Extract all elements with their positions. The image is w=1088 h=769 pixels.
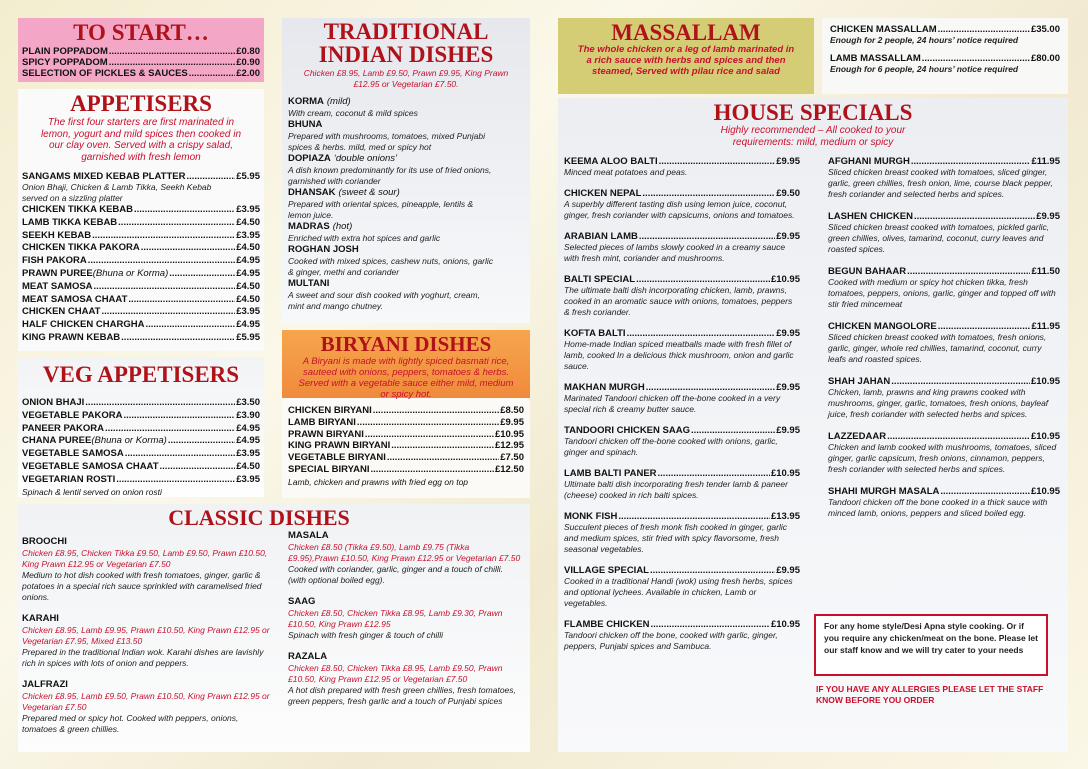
massallam-note: Enough for 6 people, 24 hours’ notice required <box>830 64 1019 74</box>
item-price: £10.95 <box>770 468 800 479</box>
menu-item-row <box>22 230 260 243</box>
dot-leader <box>92 230 235 243</box>
item-price: £9.95 <box>776 382 800 393</box>
item-price: £35.00 <box>1030 24 1060 35</box>
house-dish-desc: Succulent pieces of fresh monk fish cooked in ginger, garlic and medium spices, stir fried with spicy flavorsome, fresh seasonal vegetables. <box>564 522 788 554</box>
classic-dish-desc: A hot dish prepared with fresh green chillies, fresh tomatoes, green peppers, fresh garlic and a touch of Punjabi spices <box>288 685 516 706</box>
dish-name <box>288 244 524 256</box>
item-price: £10.95 <box>770 274 800 285</box>
veg-note: Spinach & lentil served on onion rosti <box>22 486 162 497</box>
dot-leader <box>636 274 770 285</box>
traditional-title-line1: TRADITIONAL <box>323 19 489 44</box>
menu-item-row <box>564 425 800 436</box>
menu-item-row <box>22 461 260 474</box>
dot-leader <box>639 231 775 242</box>
menu-item-row <box>288 440 524 452</box>
menu-item-row <box>22 68 260 79</box>
dot-leader <box>109 57 236 68</box>
dot-leader <box>109 46 235 57</box>
dot-leader <box>618 511 770 522</box>
dish-desc: A dish known predominantly for its use of fried onions, garnished with coriander <box>288 165 492 186</box>
item-price: £9.95 <box>776 156 800 167</box>
platter-row: SANGAMS MIXED KEBAB PLATTER ..... £5.95 <box>22 171 260 182</box>
dot-leader <box>141 242 236 255</box>
item-price: £10.95 <box>1030 431 1060 442</box>
dot-leader <box>907 266 1030 277</box>
house-dish-desc: Tandoori chicken off the bone, cooked with garlic, ginger, peppers, Punjabi spices and Sambuca. <box>564 630 778 651</box>
item-name: CHANA PUREE <box>22 435 92 447</box>
item-name: PRAWN BIRYANI <box>288 428 364 440</box>
house-dish-desc: Sliced chicken breast cooked with tomatoes, sliced ginger, garlic, green chillies, fresh onion, lime, course black pepper, fresh coriander and selected herbs and spices. <box>828 167 1053 199</box>
allergy-notice: IF YOU HAVE ANY ALLERGIES PLEASE LET THE STAFF KNOW BEFORE YOU ORDER <box>816 684 1044 705</box>
item-price: £9.95 <box>1036 211 1060 222</box>
menu-item-row <box>828 266 1060 277</box>
dot-leader <box>938 24 1030 35</box>
menu-item-row <box>564 382 800 393</box>
item-price: £13.95 <box>770 511 800 522</box>
item-name: VEGETABLE BIRYANI <box>288 452 386 464</box>
dot-leader <box>128 294 235 307</box>
menu-item-row <box>828 486 1060 497</box>
menu-item-row <box>828 156 1060 167</box>
classic-dish-prices: Chicken £8.50, Chicken Tikka £8.95, Lamb £9.30, Prawn £10.50, King Prawn £12.95 <box>288 608 503 629</box>
massallam-prices-panel <box>822 18 1068 94</box>
menu-item-row <box>830 53 1060 64</box>
item-price: £8.50 <box>500 405 524 416</box>
dot-leader <box>891 376 1030 387</box>
home-style-notice-box <box>814 614 1048 676</box>
veg-appetisers-title: VEG APPETISERS <box>42 362 240 387</box>
menu-item-row <box>828 376 1060 387</box>
classic-dish-name: JALFRAZI <box>22 679 68 690</box>
item-price: £3.50 <box>236 397 260 408</box>
massallam-panel <box>558 18 814 94</box>
item-price: £4.50 <box>236 293 260 305</box>
item-name: SHAHI MURGH MASALA <box>828 486 940 497</box>
item-name: VEGETABLE SAMOSA CHAAT <box>22 460 159 472</box>
dot-leader <box>121 332 235 345</box>
item-qualifier: (Bhuna or Korma) <box>92 267 169 279</box>
dot-leader <box>125 448 236 461</box>
house-left-column <box>564 156 800 652</box>
item-price: £10.95 <box>1030 486 1060 497</box>
classic-dish-desc: Spinach with fresh ginger & touch of chilli <box>288 630 443 640</box>
classic-panel <box>18 504 530 752</box>
menu-item-row <box>22 46 260 57</box>
house-dish-desc: A superbly different tasting dish using lemon juice, coconut, ginger, fresh coriander with capsicums, onions and tomatoes. <box>564 199 795 220</box>
menu-item-row <box>828 321 1060 332</box>
dish-desc: A sweet and sour dish cooked with yoghurt, cream, mint and mango chutney. <box>288 290 480 311</box>
dot-leader <box>85 397 235 410</box>
dish-qualifier: (hot) <box>332 221 353 232</box>
dot-leader <box>145 319 235 332</box>
item-name: KING PRAWN KEBAB <box>22 331 121 343</box>
biryani-title: BIRYANI DISHES <box>320 332 492 356</box>
menu-item-row <box>22 306 260 319</box>
house-dish-desc: The ultimate balti dish incorporating chicken, lamb, prawns, cooked in an aromatic sauce with onions, tomatoes, peppers & fresh coriander. <box>564 285 793 317</box>
menu-item-row <box>22 397 260 410</box>
menu-item-row <box>22 423 260 436</box>
item-name: VEGETARIAN ROSTI <box>22 473 116 485</box>
item-name: FISH PAKORA <box>22 255 87 267</box>
item-price: £4.95 <box>236 319 260 331</box>
item-price: £9.95 <box>776 565 800 576</box>
item-price: £3.95 <box>236 229 260 241</box>
classic-title: CLASSIC DISHES <box>168 505 350 530</box>
classic-dish-desc: Prepared med or spicy hot. Cooked with peppers, onions, tomatoes & green chillies. <box>22 713 239 734</box>
veg-list <box>18 386 264 487</box>
dot-leader <box>646 382 775 393</box>
veg-appetisers-panel <box>18 357 264 497</box>
house-specials-panel <box>558 98 1068 752</box>
menu-item-row <box>288 464 524 476</box>
item-name: LAMB BIRYANI <box>288 416 356 428</box>
house-dish-desc: Sliced chicken breast cooked with tomatoes, fresh onions, garlic, ginger, whole red chillies, tamarind, coconut, curry leafs and roasted spices. <box>828 332 1047 364</box>
menu-item-row <box>828 431 1060 442</box>
item-price: £4.95 <box>236 435 260 447</box>
item-name: FLAMBE CHICKEN <box>564 619 650 630</box>
dish-desc: With cream, coconut & mild spices <box>288 108 418 118</box>
classic-dish-prices: Chicken £8.95, Chicken Tikka £9.50, Lamb £9.50, Prawn £10.50, King Prawn £12.95 or Vegetarian £7.50 <box>22 548 268 569</box>
house-dish-desc: Marinated Tandoori chicken off the-bone cooked in a very special rich & creamy butter sauce. <box>564 393 781 414</box>
item-price: £4.95 <box>236 267 260 279</box>
house-dish-desc: Cooked with medium or spicy hot chicken tikka, fresh tomatoes, peppers, onions, garlic, ginger and topped off with stir fried mincemeat <box>828 277 1056 309</box>
menu-item-row <box>22 319 260 332</box>
dish-title: ROGHAN JOSH <box>288 244 359 255</box>
traditional-prices: Chicken £8.95, Lamb £9.50, Prawn £9.95, King Prawn £12.95 or Vegetarian £7.50. <box>303 68 509 89</box>
house-specials-sub: Highly recommended – All cooked to your requirements: mild, medium or spicy <box>720 125 906 148</box>
item-name: AFGHANI MURGH <box>828 156 910 167</box>
biryani-intro: A Biryani is made with lightly spiced basmati rice, sauteed with onions, peppers, tomatoes & herbs. Served with a vegetable sauce either mild, medium or spicy hot. <box>298 356 514 400</box>
classic-dish-desc: Prepared in the traditional Indian wok. Karahi dishes are lavishly rich in spices with lots of onion and peppers. <box>22 647 264 668</box>
item-name: LAMB BALTI PANER <box>564 468 657 479</box>
item-name: VEGETABLE PAKORA <box>22 409 123 421</box>
massallam-note: Enough for 2 people, 24 hours’ notice required <box>830 35 1019 45</box>
massallam-title: MASSALLAM <box>611 20 761 45</box>
menu-item-row <box>22 57 260 68</box>
menu-item-row <box>830 24 1060 35</box>
dot-leader <box>914 211 1035 222</box>
dot-leader <box>116 474 235 487</box>
dot-leader <box>370 464 493 476</box>
classic-right-column <box>288 528 522 707</box>
dot-leader <box>922 53 1030 64</box>
item-price: £0.80 <box>236 46 260 57</box>
menu-item-row <box>288 429 524 441</box>
item-price: £11.95 <box>1031 321 1060 332</box>
item-name: HALF CHICKEN CHARGHA <box>22 319 145 331</box>
menu-item-row <box>22 268 260 281</box>
biryani-panel <box>282 330 530 498</box>
item-name: KEEMA ALOO BALTI <box>564 156 658 167</box>
classic-dish-name: RAZALA <box>288 651 328 662</box>
dot-leader <box>938 321 1031 332</box>
item-name: VEGETABLE SAMOSA <box>22 448 124 460</box>
dot-leader <box>189 68 235 79</box>
house-dish-desc: Minced meat potatoes and peas. <box>564 167 688 177</box>
classic-dish-name: BROOCHI <box>22 536 67 547</box>
classic-dish-name: MASALA <box>288 530 329 541</box>
item-price: £4.95 <box>236 255 260 267</box>
menu-item-row <box>22 281 260 294</box>
item-price: £5.95 <box>236 331 260 343</box>
item-price: £2.00 <box>236 68 260 79</box>
dish-name <box>288 96 524 108</box>
home-style-notice-text: For any home style/Desi Apna style cooking. Or if you require any chicken/meat on the bone. Please let our staff know and we will try cater to your needs <box>824 621 1038 655</box>
item-price: £9.95 <box>776 231 800 242</box>
item-name: CHICKEN MASSALLAM <box>830 24 937 35</box>
dot-leader <box>168 435 235 448</box>
house-dish-desc: Home-made Indian spiced meatballs made with fresh fillet of lamb, cooked In a delicious thick mushroom, onion and garlic sauce. <box>564 339 794 371</box>
menu-item-row <box>22 204 260 217</box>
menu-item-row <box>22 332 260 345</box>
item-name: PLAIN POPPADOM <box>22 46 108 57</box>
menu-item-row <box>564 188 800 199</box>
dot-leader <box>887 431 1030 442</box>
item-price: £4.50 <box>236 460 260 472</box>
item-name: TANDOORI CHICKEN SAAG <box>564 425 690 436</box>
dot-leader <box>373 405 499 417</box>
item-name: SEEKH KEBAB <box>22 229 92 241</box>
dot-leader <box>357 417 499 429</box>
menu-item-row <box>564 565 800 576</box>
item-name: MEAT SAMOSA CHAAT <box>22 293 128 305</box>
dish-title: KORMA <box>288 96 324 107</box>
item-qualifier: (Bhuna or Korma) <box>91 435 167 447</box>
traditional-panel <box>282 18 530 323</box>
menu-item-row <box>22 255 260 268</box>
classic-dish-desc: Medium to hot dish cooked with fresh tomatoes, ginger, garlic & potatoes in a special rich sauce sprinkled with caramelised fried onions. <box>22 570 262 602</box>
dish-qualifier: (sweet & sour) <box>338 187 400 198</box>
dish-desc: Enriched with extra hot spices and garlic <box>288 233 441 243</box>
menu-item-row <box>564 156 800 167</box>
menu-item-row <box>564 328 800 339</box>
item-price: £9.95 <box>500 416 524 428</box>
classic-dish-prices: Chicken £8.50 (Tikka £9.50), Lamb £9.75 (Tikka £9.95),Prawn £10.50, King Prawn £12.95 or Vegetarian £7.50 <box>288 542 521 563</box>
dot-leader <box>642 188 775 199</box>
house-dish-desc: Selected pieces of lambs slowly cooked in a creamy sauce with fresh mint, coriander and mushrooms. <box>564 242 786 263</box>
house-dish-desc: Chicken, lamb, prawns and king prawns cooked with mushrooms, ginger, garlic, tomatoes, fresh onions, bayleaf juice, fresh coriander with selected herbs and spices. <box>828 387 1049 419</box>
dot-leader <box>387 452 499 464</box>
classic-dish-name: SAAG <box>288 596 316 607</box>
dish-title: DHANSAK <box>288 187 336 198</box>
item-price: £3.95 <box>236 306 260 318</box>
dot-leader <box>651 619 770 630</box>
house-dish-desc: Tandoori chicken off the-bone cooked with onions, garlic, ginger and spinach. <box>564 436 778 457</box>
item-price: £9.95 <box>776 425 800 436</box>
item-name: BALTI SPECIAL <box>564 274 636 285</box>
dot-leader <box>627 328 776 339</box>
house-dish-desc: Ultimate balti dish incorporating fresh tender lamb & paneer (cheese) cooked in rich balti spices. <box>564 479 788 500</box>
dot-leader <box>911 156 1031 167</box>
dot-leader <box>391 440 494 452</box>
item-name: CHICKEN MANGOLORE <box>828 321 937 332</box>
dot-leader <box>94 281 236 294</box>
item-name: VILLAGE SPECIAL <box>564 565 649 576</box>
item-price: £10.95 <box>494 428 524 440</box>
house-dish-desc: Tandoori chicken off the bone cooked in a thick sauce with minced lamb, onions, peppers and sliced boiled egg. <box>828 497 1048 518</box>
item-price: £10.95 <box>770 619 800 630</box>
item-name: SELECTION OF PICKLES & SAUCES <box>22 68 188 79</box>
dish-title: MADRAS <box>288 221 330 232</box>
menu-item-row <box>22 242 260 255</box>
dish-title: MULTANI <box>288 278 330 289</box>
item-price: £4.50 <box>236 280 260 292</box>
item-price: £9.95 <box>776 328 800 339</box>
item-price: £11.95 <box>1031 156 1060 167</box>
item-price: £12.50 <box>494 463 524 475</box>
menu-item-row <box>564 231 800 242</box>
item-price: £4.95 <box>236 422 260 434</box>
dot-leader <box>659 156 776 167</box>
house-right-column <box>828 156 1060 519</box>
to-start-panel <box>18 18 264 82</box>
dish-qualifier: (mild) <box>326 96 351 107</box>
dot-leader <box>101 306 235 319</box>
dish-desc: Prepared with oriental spices, pineapple, lentils & lemon juice. <box>288 199 474 220</box>
item-name: PRAWN PUREE <box>22 267 93 279</box>
item-name: ONION BHAJI <box>22 397 85 408</box>
menu-item-row <box>564 468 800 479</box>
traditional-dish-list <box>282 90 530 312</box>
menu-item-row <box>22 448 260 461</box>
item-price: £4.50 <box>236 216 260 228</box>
classic-left-column <box>22 534 272 735</box>
item-price: £80.00 <box>1030 53 1060 64</box>
item-name: SPECIAL BIRYANI <box>288 463 370 475</box>
dish-name <box>288 278 524 290</box>
dish-name <box>288 153 524 165</box>
classic-dish-prices: Chicken £8.95, Lamb £9.50, Prawn £10.50, King Prawn £12.95 or Vegetarian £7.50 <box>22 691 270 712</box>
item-name: CHICKEN BIRYANI <box>288 405 372 416</box>
item-price: £3.95 <box>236 473 260 485</box>
item-name: KOFTA BALTI <box>564 328 626 339</box>
item-name: ARABIAN LAMB <box>564 231 638 242</box>
house-dish-desc: Sliced chicken breast cooked with tomatoes, pickled garlic, green chillies, olives, tamarind, coconut, curry leaves and roasted spices. <box>828 222 1050 254</box>
classic-dish-prices: Chicken £8.95, Lamb £9.95, Prawn £10.50, King Prawn £12.95 or Vegetarian £7.95, Mixed £13.50 <box>22 625 270 646</box>
dish-title: BHUNA <box>288 119 323 130</box>
item-price: £4.50 <box>236 242 260 254</box>
item-name: KING PRAWN BIRYANI <box>288 440 391 452</box>
menu-item-row <box>564 619 800 630</box>
item-price: £7.50 <box>500 452 524 464</box>
dish-title: DOPIAZA <box>288 153 331 164</box>
item-price: £3.95 <box>236 448 260 460</box>
dot-leader <box>88 255 235 268</box>
house-dish-desc: Cooked in a traditional Handi (wok) using fresh herbs, spices and optional lychees. Available in chicken, Lamb or vegetables. <box>564 576 793 608</box>
item-price: £3.90 <box>236 409 260 421</box>
dish-desc: Prepared with mushrooms, tomatoes, mixed Punjabi spices & herbs. mild, med or spicy hot <box>288 131 486 152</box>
item-name: MONK FISH <box>564 511 618 522</box>
item-name: LASHEN CHICKEN <box>828 211 913 222</box>
item-price: £11.50 <box>1031 266 1060 277</box>
to-start-list <box>18 44 264 79</box>
dish-name <box>288 221 524 233</box>
item-name: CHICKEN CHAAT <box>22 306 101 318</box>
appetisers-panel <box>18 89 264 351</box>
menu-item-row <box>22 435 260 448</box>
dot-leader <box>691 425 775 436</box>
dish-name <box>288 119 524 131</box>
item-name: CHICKEN NEPAL <box>564 188 642 199</box>
menu-item-row <box>564 274 800 285</box>
dot-leader <box>160 461 236 474</box>
dot-leader <box>365 429 494 441</box>
item-name: CHICKEN TIKKA PAKORA <box>22 242 140 254</box>
item-name: PANEER PAKORA <box>22 422 104 434</box>
item-price: £10.95 <box>1030 376 1060 387</box>
menu-item-row <box>288 405 524 417</box>
house-dish-desc: Chicken and lamb cooked with mushrooms, tomatoes, sliced ginger, garlic capsicum, fresh onions, cinnamon, peppers, fresh coriander with selected herbs and spices. <box>828 442 1057 474</box>
appetiser-list <box>22 204 260 345</box>
menu-item-row <box>564 511 800 522</box>
item-name: SHAH JAHAN <box>828 376 891 387</box>
dot-leader <box>169 268 235 281</box>
classic-dish-prices: Chicken £8.50, Chicken Tikka £8.95, Lamb £9.50, Prawn £10.50, King Prawn £12.95 or Vegetarian £7.50 <box>288 663 503 684</box>
dot-leader <box>940 486 1030 497</box>
item-price: £0.90 <box>236 57 260 68</box>
item-name: CHICKEN TIKKA KEBAB <box>22 204 134 215</box>
dot-leader <box>118 217 235 230</box>
dot-leader <box>650 565 775 576</box>
biryani-note: Lamb, chicken and prawns with fried egg on top <box>288 476 469 487</box>
item-price: £12.95 <box>494 440 524 452</box>
massallam-list <box>822 18 1068 75</box>
to-start-title: TO START… <box>73 20 209 45</box>
item-price: £9.50 <box>776 188 800 199</box>
item-name: SPICY POPPADOM <box>22 57 108 68</box>
biryani-list <box>282 400 530 476</box>
menu-item-row <box>22 294 260 307</box>
menu-item-row <box>288 417 524 429</box>
item-name: MAKHAN MURGH <box>564 382 645 393</box>
massallam-desc: The whole chicken or a leg of lamb marinated in a rich sauce with herbs and spices and then steamed, Served with pilau rice and salad <box>577 44 795 77</box>
appetisers-intro: The first four starters are first marinated in lemon, yogurt and mild spices then cooked in our clay oven. Served with a crispy salad, garnished with fresh lemon <box>40 117 242 163</box>
item-name: BEGUN BAHAAR <box>828 266 907 277</box>
appetisers-title: APPETISERS <box>70 91 212 116</box>
dot-leader <box>658 468 770 479</box>
item-name: LAMB TIKKA KEBAB <box>22 216 118 228</box>
traditional-title-line2: INDIAN DISHES <box>318 42 494 67</box>
item-price: £3.95 <box>236 204 260 215</box>
dot-leader <box>123 410 235 423</box>
item-name: LAMB MASSALLAM <box>830 53 921 64</box>
menu-item-row <box>22 410 260 423</box>
dish-name <box>288 187 524 199</box>
menu-item-row <box>22 217 260 230</box>
dish-qualifier: ‘double onions’ <box>333 153 398 164</box>
classic-dish-name: KARAHI <box>22 613 59 624</box>
item-name: LAZZEDAAR <box>828 431 887 442</box>
menu-item-row <box>288 452 524 464</box>
dish-desc: Cooked with mixed spices, cashew nuts, onions, garlic & ginger, methi and coriander <box>288 256 494 277</box>
dot-leader <box>134 204 235 217</box>
house-specials-title: HOUSE SPECIALS <box>713 100 913 125</box>
platter-desc: Onion Bhaji, Chicken & Lamb Tikka, Seekh Kebab served on a sizzling platter <box>22 182 212 203</box>
classic-dish-desc: Cooked with coriander, garlic, ginger and a touch of chilli. (with optional boiled egg). <box>288 564 503 585</box>
item-name: MEAT SAMOSA <box>22 280 93 292</box>
dot-leader <box>105 423 235 436</box>
menu-item-row <box>22 474 260 487</box>
menu-item-row <box>828 211 1060 222</box>
